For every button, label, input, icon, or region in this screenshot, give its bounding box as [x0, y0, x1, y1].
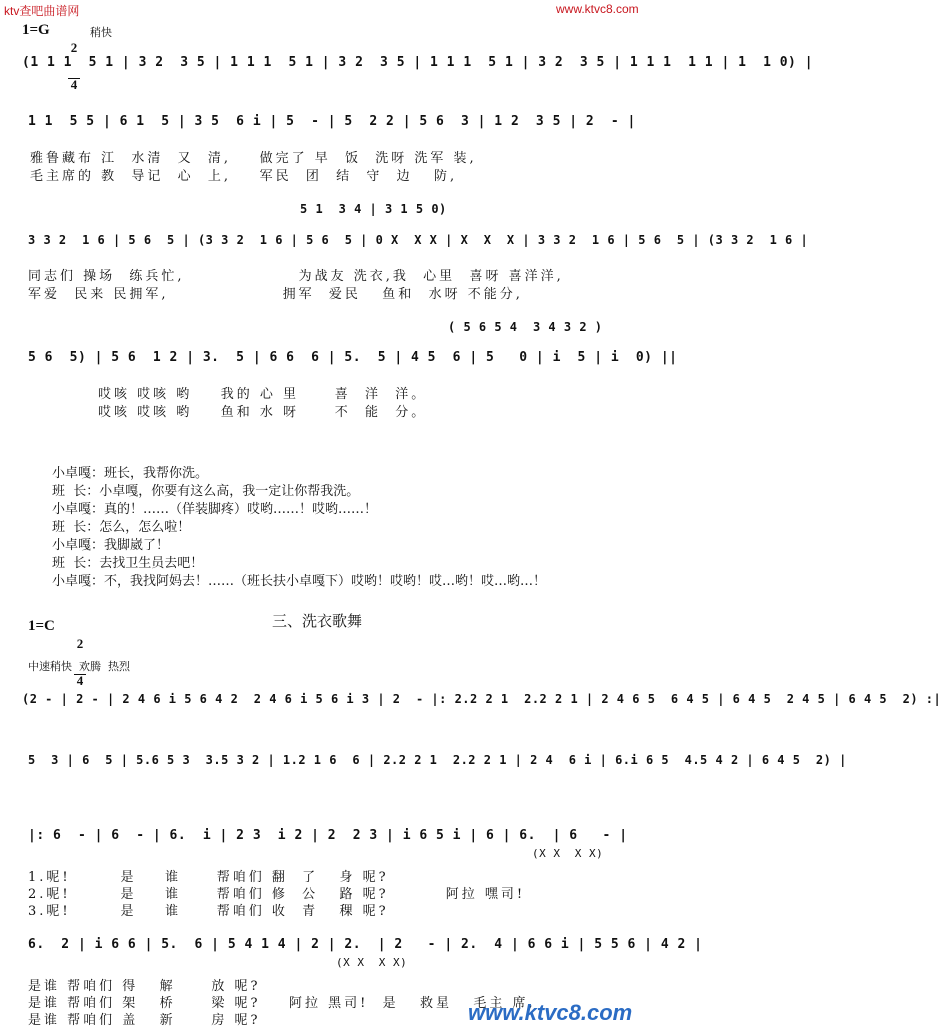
song1-time-numerator: 2 — [70, 40, 78, 55]
dialogue-line: 小卓嘎：不，我找阿妈去！……（班长扶小卓嘎下）哎哟！哎哟！哎…哟！哎…哟…！ — [52, 574, 547, 589]
song2-row4-lyric-2: 是谁 帮咱们 架 桥 梁 呢? 阿拉 黑司! 是 救星 毛主 席, — [28, 996, 536, 1011]
song1-row4-notes: 5 6 5) | 5 6 1 2 | 3. 5 | 6 6 6 | 5. 5 | 4 5 6 | 5 0 | i 5 | i 0) || — [28, 350, 678, 365]
song1-row2-lyric-2: 毛主席的 教 导记 心 上, 军民 团 结 守 边 防, — [30, 169, 458, 184]
song2-row4-below: (X X X X) — [336, 956, 408, 969]
song2-row3-notes: |: 6 - | 6 - | 6. i | 2 3 i 2 | 2 2 3 | i 6 5 i | 6 | 6. | 6 - | — [28, 828, 628, 843]
song2-row4-lyric-3: 是谁 帮咱们 盖 新 房 呢? — [28, 1013, 261, 1028]
song2-key: 1=C — [28, 618, 55, 634]
song2-row3-below: (X X X X) — [532, 847, 604, 860]
song1-tempo: 稍快 — [90, 26, 112, 39]
song2-tempo: 中速稍快 欢腾 热烈 — [28, 660, 130, 673]
song1-row1-notes: (1 1 1 5 1 | 3 2 3 5 | 1 1 1 5 1 | 3 2 3 5 | 1 1 1 5 1 | 3 2 3 5 | 1 1 1 1 1 | 1 1 0) | — [22, 55, 814, 70]
song2-time-numerator: 2 — [76, 636, 84, 651]
dialogue-line: 班 长：怎么，怎么啦！ — [52, 520, 191, 535]
song2-row4-notes: 6. 2 | i 6 6 | 5. 6 | 5 4 1 4 | 2 | 2. | 2 - | 2. 4 | 6 6 i | 5 5 6 | 4 2 | — [28, 937, 703, 952]
song2-row1-notes: (2 - | 2 - | 2 4 6 i 5 6 4 2 2 4 6 i 5 6 i 3 | 2 - |: 2.2 2 1 2.2 2 1 | 2 4 6 5 6 4 5 | 6 4 5 2 4 5 | 6 4 5 2) :| — [22, 692, 941, 706]
song1-row3-above: 5 1 3 4 | 3 1 5 0) — [300, 202, 447, 216]
song1-key: 1=G — [22, 22, 50, 38]
dialogue-line: 小卓嘎：真的！……（佯装脚疼）哎哟……！哎哟……！ — [52, 502, 378, 517]
song1-row3-notes: 3 3 2 1 6 | 5 6 5 | (3 3 2 1 6 | 5 6 5 | 0 X X X | X X X | 3 3 2 1 6 | 5 6 5 | (3 3 2 1 6 | — [28, 233, 809, 247]
watermark-top-right: www.ktvc8.com — [556, 2, 639, 16]
song2-time-denominator: 4 — [74, 674, 86, 687]
song2-row2-notes: 5 3 | 6 5 | 5.6 5 3 3.5 3 2 | 1.2 1 6 6 | 2.2 2 1 2.2 2 1 | 2 4 6 i | 6.i 6 5 4.5 4 2 | 6 4 5 2) | — [28, 753, 847, 767]
song1-row4-lyric-2: 哎咳 哎咳 哟 鱼和 水 呀 不 能 分。 — [98, 405, 428, 420]
dialogue-line: 班 长：小卓嘎，你要有这么高，我一定让你帮我洗。 — [52, 484, 360, 499]
watermark-top-left: ktv查吧曲谱网 — [4, 4, 80, 18]
song2-row3-lyric-2: 2.呢! 是 谁 帮咱们 修 公 路 呢? 阿拉 嘿司! — [28, 887, 526, 902]
dialogue-line: 班 长：去找卫生员去吧！ — [52, 556, 204, 571]
song2-time-signature — [74, 614, 86, 699]
song1-row2-notes: 1 1 5 5 | 6 1 5 | 3 5 6 i | 5 - | 5 2 2 | 5 6 3 | 1 2 3 5 | 2 - | — [28, 114, 636, 129]
song1-row4-lyric-1: 哎咳 哎咳 哟 我的 心 里 喜 洋 洋。 — [98, 387, 428, 402]
song1-row3-lyric-1: 同志们 操场 练兵忙, 为战友 洗衣,我 心里 喜呀 喜洋洋, — [28, 269, 564, 284]
watermark-bottom-right: www.ktvc8.com — [468, 1000, 633, 1025]
song2-row3-lyric-1: 1.呢! 是 谁 帮咱们 翻 了 身 呢? — [28, 870, 389, 885]
song1-row3-lyric-2: 军爱 民来 民拥军, 拥军 爱民 鱼和 水呀 不能分, — [28, 287, 523, 302]
song1-row2-lyric-1: 雅鲁藏布 江 水清 又 清, 做完了 早 饭 洗呀 洗军 装, — [30, 151, 477, 166]
song1-row4-above: ( 5 6 5 4 3 4 3 2 ) — [448, 320, 603, 334]
dialogue-line: 小卓嘎：我脚崴了！ — [52, 538, 170, 553]
song2-title: 三、洗衣歌舞 — [272, 612, 363, 630]
song2-row4-lyric-1: 是谁 帮咱们 得 解 放 呢? — [28, 979, 261, 994]
song2-row3-lyric-3: 3.呢! 是 谁 帮咱们 收 青 稞 呢? — [28, 904, 389, 919]
dialogue-line: 小卓嘎：班长，我帮你洗。 — [52, 466, 209, 481]
song1-time-denominator: 4 — [68, 78, 80, 91]
